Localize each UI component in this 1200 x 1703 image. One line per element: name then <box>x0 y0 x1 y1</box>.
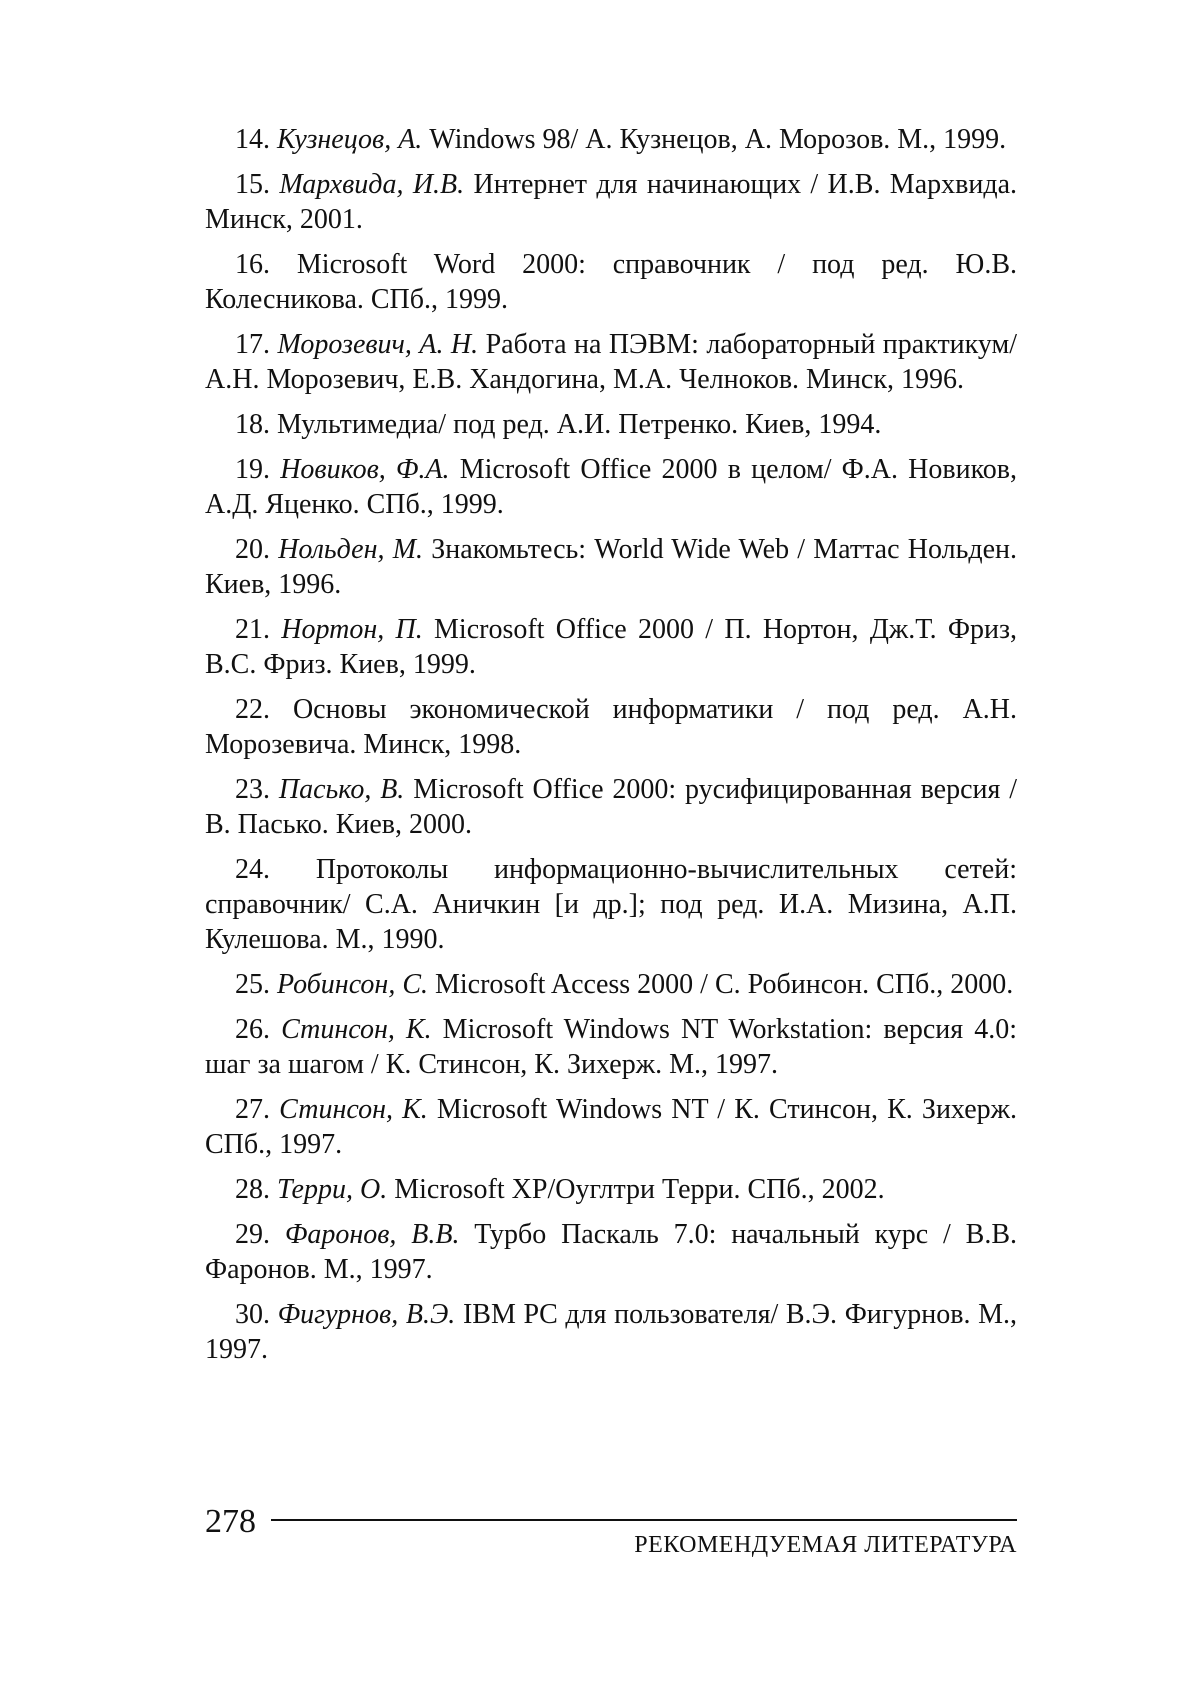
reference-number: 17. <box>235 329 270 360</box>
reference-number: 15. <box>235 169 270 200</box>
reference-author: Нортон, П. <box>281 614 423 645</box>
reference-item <box>205 1092 1017 1162</box>
page-body <box>205 122 1017 1377</box>
reference-text: Основы экономической информатики / под ред. А.Н. Морозевича. Минск, 1998. <box>205 694 1018 760</box>
reference-text: Знакомьтесь: World Wide Web / Маттас Нольден. Киев, 1996. <box>205 534 1017 600</box>
page-number: 278 <box>205 1503 256 1540</box>
reference-list <box>205 122 1017 1367</box>
reference-item <box>205 692 1017 762</box>
reference-item <box>205 772 1017 842</box>
reference-author: Робинсон, С. <box>277 969 428 1000</box>
reference-item <box>205 612 1017 682</box>
reference-text: Интернет для начинающих / И.В. Мархвида. Минск, 2001. <box>205 169 1018 235</box>
reference-author: Морозевич, А. Н. <box>277 329 479 360</box>
reference-item <box>205 1297 1017 1367</box>
reference-author: Новиков, Ф.А. <box>280 454 450 485</box>
reference-author: Стинсон, К. <box>279 1094 428 1125</box>
reference-number: 30. <box>235 1299 270 1330</box>
reference-number: 18. <box>235 409 270 440</box>
footer-rule <box>271 1519 1017 1521</box>
reference-number: 19. <box>235 454 270 485</box>
reference-number: 14. <box>235 124 270 155</box>
reference-text: IBM PC для пользователя/ В.Э. Фигурнов. М., 1997. <box>205 1299 1018 1365</box>
reference-item <box>205 1172 1017 1207</box>
reference-number: 28. <box>235 1174 270 1205</box>
reference-text: Microsoft Access 2000 / С. Робинсон. СПб., 2000. <box>435 969 1014 1000</box>
reference-text: Windows 98/ А. Кузнецов, А. Морозов. М., 1999. <box>429 124 1007 155</box>
reference-number: 21. <box>235 614 270 645</box>
reference-number: 25. <box>235 969 270 1000</box>
reference-author: Стинсон, К. <box>281 1014 432 1045</box>
reference-number: 20. <box>235 534 270 565</box>
reference-item <box>205 407 1017 442</box>
reference-text: Microsoft XP/Оуглтри Терри. СПб., 2002. <box>394 1174 885 1205</box>
reference-item <box>205 247 1017 317</box>
reference-item <box>205 1217 1017 1287</box>
reference-author: Терри, О. <box>277 1174 388 1205</box>
reference-author: Мархвида, И.В. <box>279 169 465 200</box>
reference-item <box>205 532 1017 602</box>
reference-author: Нольден, М. <box>278 534 424 565</box>
page-footer <box>205 1502 1017 1562</box>
reference-number: 23. <box>235 774 270 805</box>
reference-text: Работа на ПЭВМ: лабораторный практикум/ А.Н. Морозевич, Е.В. Хандогина, М.А. Челноков. Минск, 1996. <box>205 329 1018 395</box>
reference-text: Microsoft Windows NT / К. Стинсон, К. Зихерж. СПб., 1997. <box>205 1094 1018 1160</box>
reference-item <box>205 967 1017 1002</box>
reference-item <box>205 167 1017 237</box>
reference-item <box>205 327 1017 397</box>
reference-author: Кузнецов, А. <box>277 124 423 155</box>
reference-text: Турбо Паскаль 7.0: начальный курс / В.В. Фаронов. М., 1997. <box>205 1219 1018 1285</box>
reference-item <box>205 1012 1017 1082</box>
reference-author: Фаронов, В.В. <box>284 1219 460 1250</box>
reference-author: Пасько, В. <box>278 774 405 805</box>
reference-text: Microsoft Windows NT Workstation: версия 4.0: шаг за шагом / К. Стинсон, К. Зихерж. М., 1997. <box>205 1014 1018 1080</box>
reference-text: Microsoft Office 2000 / П. Нортон, Дж.Т. Фриз, В.С. Фриз. Киев, 1999. <box>205 614 1018 680</box>
reference-number: 24. <box>235 854 270 885</box>
reference-item <box>205 852 1017 957</box>
reference-item <box>205 122 1017 157</box>
reference-text: Microsoft Word 2000: справочник / под ред. Ю.В. Колесникова. СПб., 1999. <box>205 249 1018 315</box>
reference-number: 16. <box>235 249 270 280</box>
reference-number: 22. <box>235 694 270 725</box>
reference-number: 27. <box>235 1094 270 1125</box>
reference-number: 29. <box>235 1219 270 1250</box>
running-head: РЕКОМЕНДУЕМАЯ ЛИТЕРАТУРА <box>634 1532 1017 1558</box>
reference-text: Протоколы информационно-вычислительных сетей: справочник/ С.А. Аничкин [и др.]; под ред. И.А. Мизина, А.П. Кулешова. М., 1990. <box>205 854 1017 955</box>
reference-item <box>205 452 1017 522</box>
reference-author: Фигурнов, В.Э. <box>277 1299 456 1330</box>
reference-number: 26. <box>235 1014 270 1045</box>
reference-text: Microsoft Office 2000: русифицированная версия / В. Пасько. Киев, 2000. <box>205 774 1018 840</box>
reference-text: Microsoft Office 2000 в целом/ Ф.А. Новиков, А.Д. Яценко. СПб., 1999. <box>205 454 1018 520</box>
reference-text: Мультимедиа/ под ред. А.И. Петренко. Киев, 1994. <box>277 409 882 440</box>
